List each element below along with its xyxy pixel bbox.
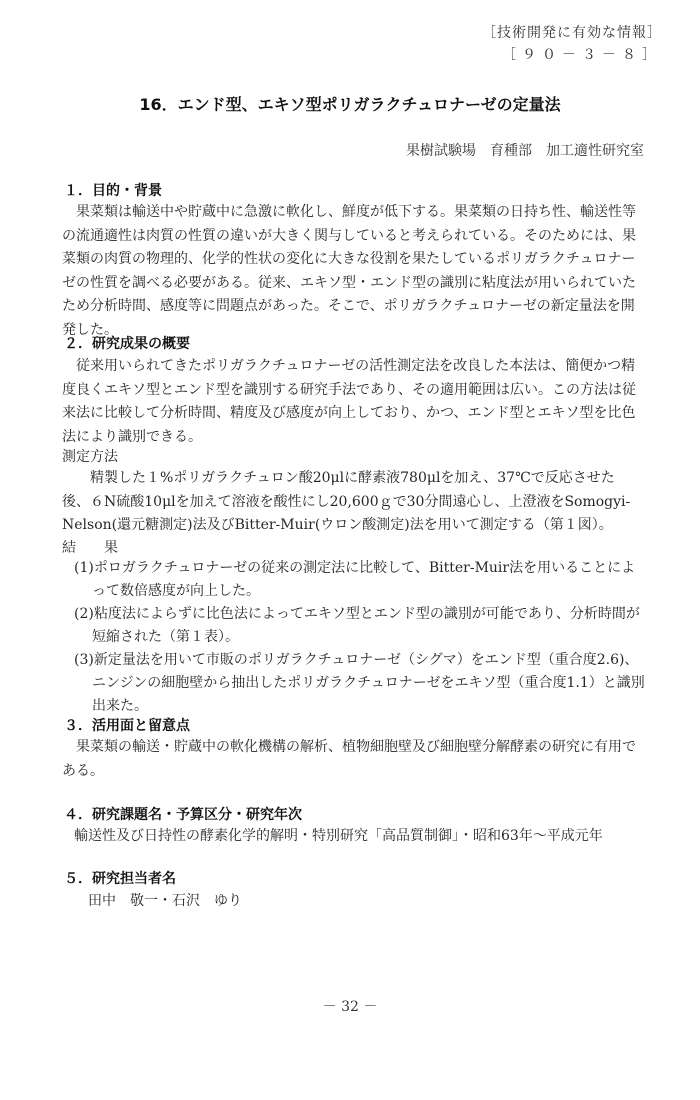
section-heading-researchers: ５．研究担当者名 (64, 871, 176, 887)
result-item-3: (3)新定量法を用いて市販のポリガラクチュロナーゼ（シグマ）をエンド型（重合度2.6)、ニンジンの細胞壁から抽出したポリガラクチュロナーゼをエキソ型（重合度1.1）と識別出来た。 (74, 652, 645, 714)
affiliation: 果樹試験場 育種部 加工適性研究室 (406, 143, 644, 159)
section-heading-summary: ２．研究成果の概要 (64, 336, 190, 352)
method-body: 精製した１%ポリガラクチュロン酸20μlに酵素液780μlを加え、37℃で反応させた後、６N硫酸10μlを加えて溶液を酸性にし20,600ｇで30分間遠心し、上澄液をSomogyi-Nelson(還元糖測定)法及びBitter-Muir(ウロン酸測定)法を用いて測定する（第１図）。 (62, 470, 631, 533)
page-number: － 32 － (322, 999, 378, 1015)
result-item-1: (1)ポロガラクチュロナーゼの従来の測定法に比較して、Bitter-Muir法を用いることによって数倍感度が向上した。 (74, 560, 636, 599)
section-heading-purpose: １．目的・背景 (64, 183, 162, 199)
section-body-application: 果菜類の輸送・貯蔵中の軟化機構の解析、植物細胞壁及び細胞壁分解酵素の研究に有用である。 (62, 739, 636, 779)
page-title: 16．エンド型、エキソ型ポリガラクチュロナーゼの定量法 (139, 95, 561, 114)
section-body-researchers: 田中 敬一・石沢 ゆり (88, 893, 242, 909)
document-code: ［９０－３－８］ (502, 47, 662, 63)
method-label: 測定方法 (62, 449, 118, 465)
info-category-label: ［技術開発に有効な情報］ (482, 25, 662, 41)
section-body-purpose: 果菜類は輸送中や貯蔵中に急激に軟化し、鮮度が低下する。果菜類の日持ち性、輸送性等の流通適性は肉質の性質の違いが大きく関与していると考えられている。そのためには、果菜類の肉質の物理的、化学的性状の変化に大きな役割を果たしているポリガラクチュロナーゼの性質を調べる必要がある。従来、エキソ型・エンド型の識別に粘度法が用いられていたため分析時間、感度等に問題点があった。そこで、ポリガラクチュロナーゼの新定量法を開発した。 (62, 204, 636, 338)
section-heading-project: ４．研究課題名・予算区分・研究年次 (64, 807, 302, 823)
section-heading-application: ３．活用面と留意点 (64, 718, 190, 734)
section-body-project: 輸送性及び日持性の酵素化学的解明・特別研究「高品質制御」・昭和63年～平成元年 (74, 828, 603, 844)
results-label: 結 果 (62, 540, 118, 556)
result-item-2: (2)粘度法によらずに比色法によってエキソ型とエンド型の識別が可能であり、分析時間が短縮された（第１表）。 (74, 606, 640, 645)
section-body-summary: 従来用いられてきたポリガラクチュロナーゼの活性測定法を改良した本法は、簡便かつ精度良くエキソ型とエンド型を識別する研究手法であり、その適用範囲は広い。この方法は従来法に比較して分析時間、精度及び感度が向上しており、かつ、エンド型とエキソ型を比色法により識別できる。 (62, 358, 636, 445)
